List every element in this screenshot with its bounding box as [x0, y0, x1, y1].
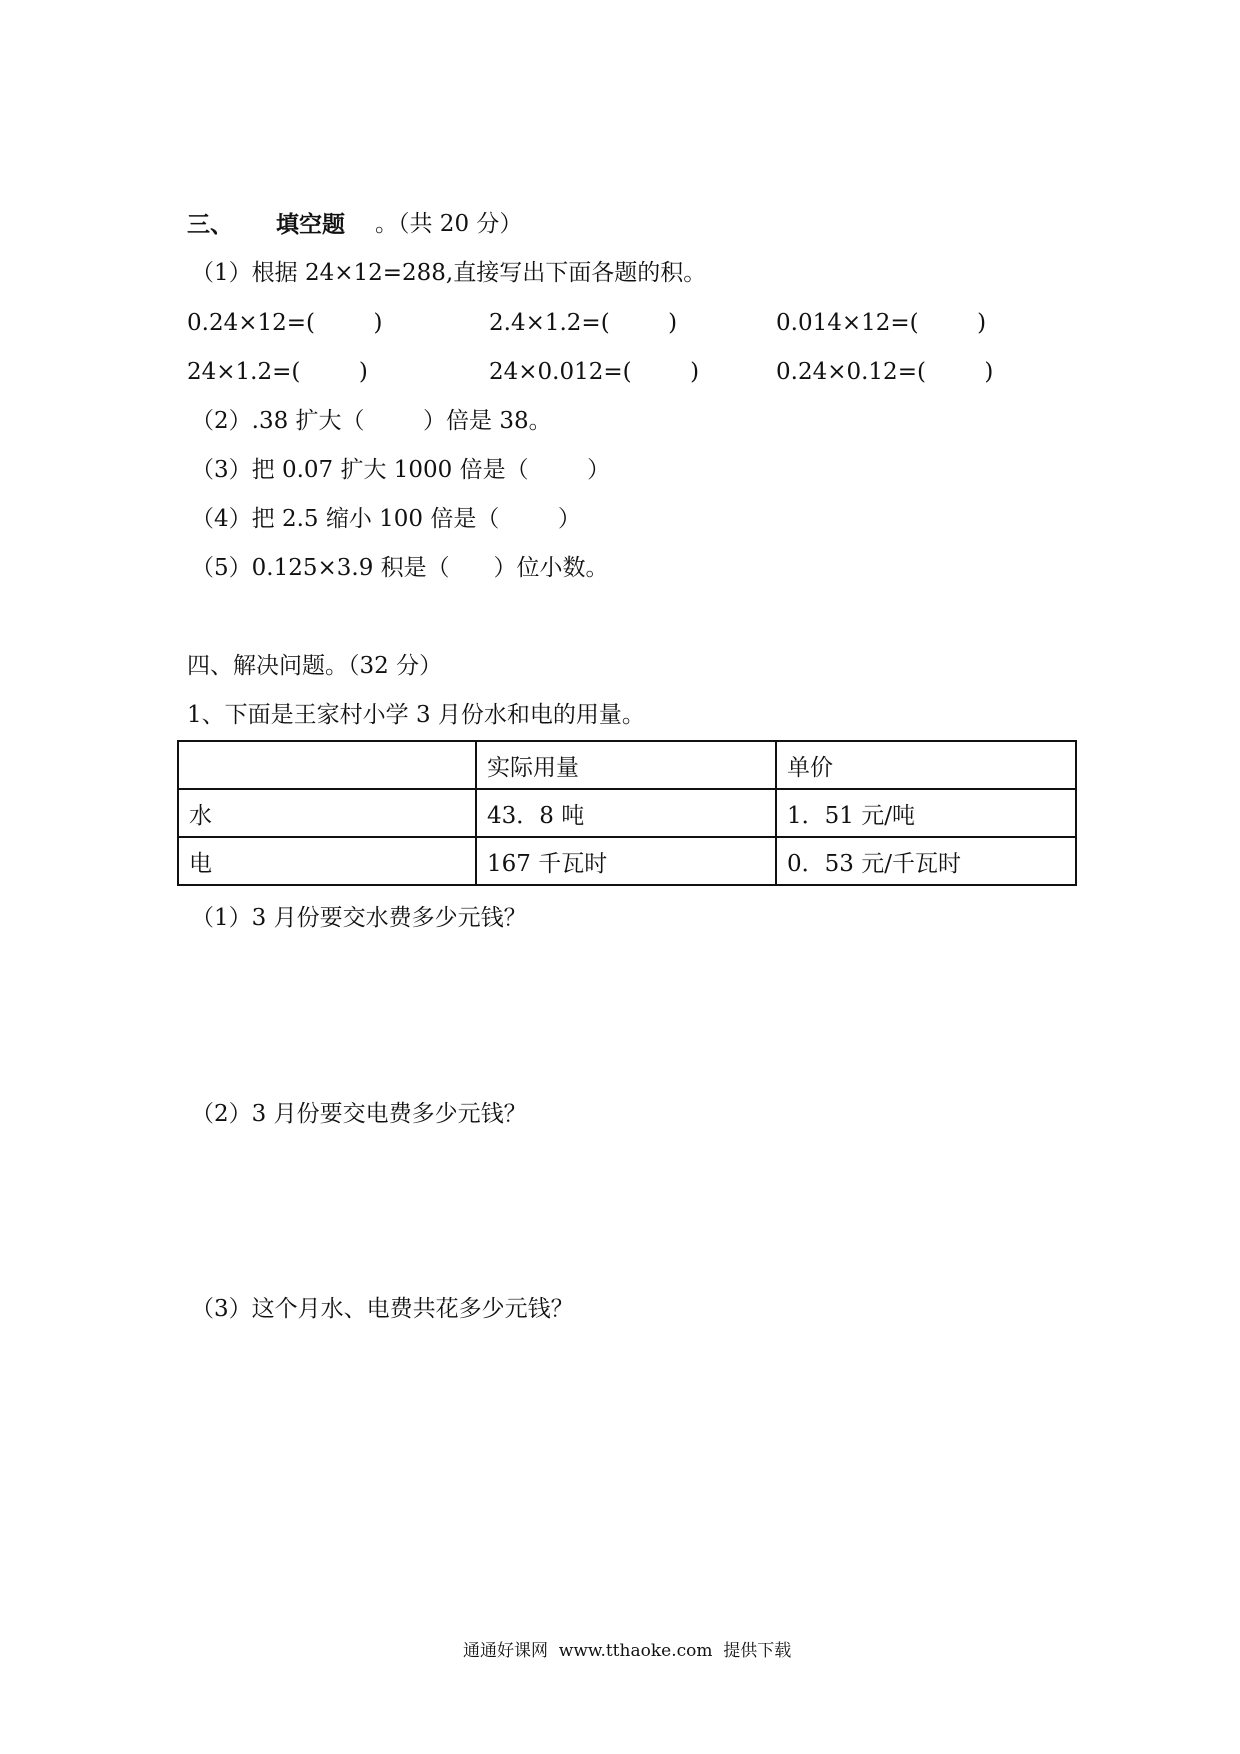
q1-row2-item1: 24×1.2=( )	[187, 359, 368, 385]
q1-intro: （1）根据 24×12=288,直接写出下面各题的积。	[191, 260, 707, 286]
section3-number: 三、	[187, 211, 233, 238]
q3: （3）把 0.07 扩大 1000 倍是（ ）	[191, 457, 611, 483]
q1-row2-item3: 0.24×0.12=( )	[776, 359, 994, 385]
table-header-cell: 实际用量	[476, 741, 776, 789]
table-cell: 43．8 吨	[476, 789, 776, 837]
table-header-cell	[178, 741, 476, 789]
table-cell: 1．51 元/吨	[776, 789, 1076, 837]
table-row	[178, 789, 1076, 837]
table-cell: 0．53 元/千瓦时	[776, 837, 1076, 885]
table-cell: 电	[178, 837, 476, 885]
q4: （4）把 2.5 缩小 100 倍是（ ）	[191, 506, 581, 532]
q1-row2-item2: 24×0.012=( )	[489, 359, 700, 385]
sub-question-2: （2）3 月份要交电费多少元钱？	[191, 1101, 527, 1127]
q2: （2）.38 扩大（ ）倍是 38。	[191, 408, 552, 434]
table-row	[178, 837, 1076, 885]
q1-row1-item2: 2.4×1.2=( )	[489, 310, 678, 336]
page-footer: 通通好课网 www.tthaoke.com 提供下载	[463, 1641, 792, 1661]
table-header-cell: 单价	[776, 741, 1076, 789]
sub-question-3: （3）这个月水、电费共花多少元钱？	[191, 1296, 574, 1322]
usage-table	[177, 740, 1077, 886]
section3-title: 填空题	[276, 211, 345, 238]
table-cell: 167 千瓦时	[476, 837, 776, 885]
section3-score: 。（共 20 分）	[375, 211, 523, 237]
table-header-row	[178, 741, 1076, 789]
table-cell: 水	[178, 789, 476, 837]
section4-title: 四、解决问题。（32 分）	[187, 653, 443, 679]
q1-row1-item3: 0.014×12=( )	[776, 310, 987, 336]
sub-question-1: （1）3 月份要交水费多少元钱？	[191, 905, 527, 931]
q5: （5）0.125×3.9 积是（ ）位小数。	[191, 555, 609, 581]
q1-row1-item1: 0.24×12=( )	[187, 310, 383, 336]
problem1-intro: 1、下面是王家村小学 3 月份水和电的用量。	[187, 702, 645, 728]
